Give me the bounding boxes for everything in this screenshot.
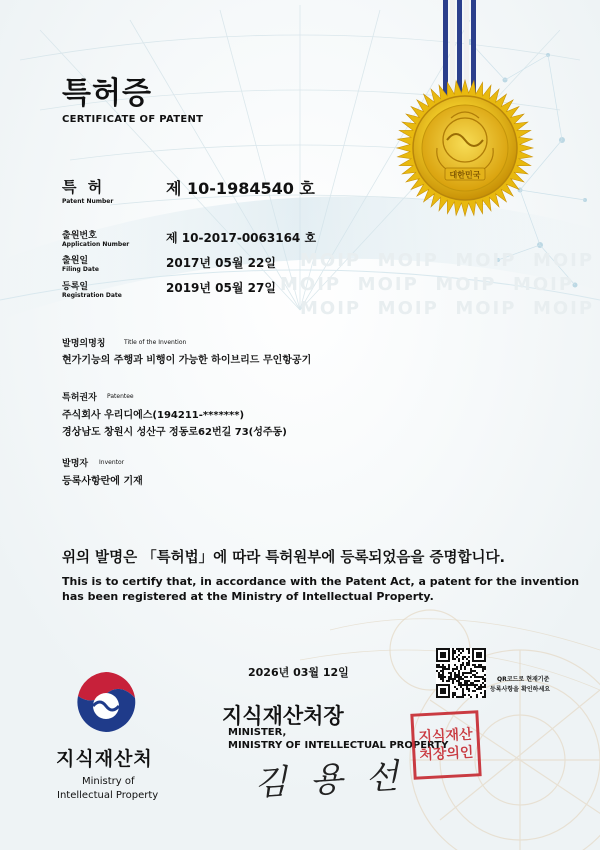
- ministry-name-en-2: Intellectual Property: [57, 790, 159, 801]
- official-stamp: [410, 710, 481, 779]
- watermark-text: MOIP: [512, 274, 575, 295]
- qr-code[interactable]: [436, 648, 486, 698]
- patentee-label: 특허권자: [62, 393, 97, 403]
- watermark-row-3: [300, 298, 594, 319]
- inventor-value: 등록사항란에 기재: [62, 476, 143, 487]
- watermark-text: MOIP: [377, 298, 439, 319]
- watermark-text: MOIP: [455, 298, 517, 319]
- application-number: 제 10-2017-0063164 호: [166, 231, 317, 245]
- patent-label-en: Patent Number: [62, 198, 114, 205]
- declaration-en-line-2: has been registered at the Ministry of Intellectual Property.: [62, 590, 434, 603]
- ministry-name-en-1: Ministry of: [82, 776, 135, 787]
- watermark-text: MOIP: [532, 250, 595, 271]
- watermark-text: MOIP: [280, 274, 342, 295]
- filing-date: 2017년 05월 22일: [166, 256, 276, 270]
- signer-title-2: MINISTRY OF INTELLECTUAL PROPERTY: [228, 740, 449, 751]
- ministry-logo: [72, 668, 140, 736]
- inventor-label: 발명자: [62, 459, 89, 469]
- patentee-address: 경상남도 창원시 성산구 정동로62번길 73(성주동): [62, 427, 287, 438]
- signer-title-1: MINISTER,: [228, 727, 287, 738]
- registration-date-label-en: Registration Date: [62, 292, 122, 299]
- invention-title: 현가기능의 주행과 비행이 가능한 하이브리드 무인항공기: [62, 355, 312, 366]
- signature: 김 용 선: [253, 756, 406, 804]
- seal-text: 대한민국: [449, 170, 481, 180]
- certificate-title-en: CERTIFICATE OF PATENT: [62, 114, 204, 125]
- watermark-row-1: [300, 250, 594, 271]
- invention-label: 발명의명칭: [62, 339, 106, 349]
- qr-caption-2: 등록사항을 확인하세요: [490, 686, 551, 693]
- watermark-text: MOIP: [357, 274, 419, 295]
- certificate-title: 특허증: [62, 76, 152, 111]
- invention-label-en: Title of the Invention: [124, 339, 187, 346]
- patent-label: 특 허: [62, 178, 106, 196]
- filing-date-label-en: Filing Date: [62, 266, 99, 273]
- signer-office: 지식재산처장: [222, 704, 344, 728]
- stamp-line-1: 지식재산: [418, 726, 473, 746]
- watermark-text: MOIP: [532, 298, 595, 319]
- inventor-label-en: Inventor: [99, 459, 125, 466]
- issue-date: 2026년 03월 12일: [248, 666, 349, 679]
- registration-date: 2019년 05월 27일: [166, 281, 276, 295]
- watermark-text: MOIP: [377, 250, 439, 271]
- patentee-name: 주식회사 우리디에스(194211-*******): [62, 410, 245, 421]
- application-label: 출원번호: [62, 231, 97, 241]
- watermark-text: MOIP: [300, 298, 362, 319]
- ministry-name: 지식재산처: [56, 748, 153, 770]
- registration-date-label: 등록일: [62, 282, 89, 292]
- watermark-text: MOIP: [455, 250, 517, 271]
- patentee-label-en: Patentee: [107, 393, 134, 400]
- patent-number: 제 10-1984540 호: [166, 179, 315, 198]
- gold-seal: [395, 78, 535, 218]
- watermark-text: MOIP: [300, 250, 362, 271]
- declaration-en: [62, 574, 579, 604]
- watermark-row-2: [280, 274, 574, 295]
- qr-caption-1: QR코드로 현재기준: [497, 676, 550, 683]
- stamp-line-2: 처장의인: [419, 744, 474, 764]
- watermark-text: MOIP: [435, 274, 497, 295]
- application-label-en: Application Number: [62, 241, 130, 248]
- filing-date-label: 출원일: [62, 256, 89, 266]
- declaration-en-line-1: This is to certify that, in accordance with the Patent Act, a patent for the invention: [62, 575, 580, 588]
- declaration-ko: 위의 발명은 「특허법」에 따라 특허원부에 등록되었음을 증명합니다.: [62, 550, 505, 566]
